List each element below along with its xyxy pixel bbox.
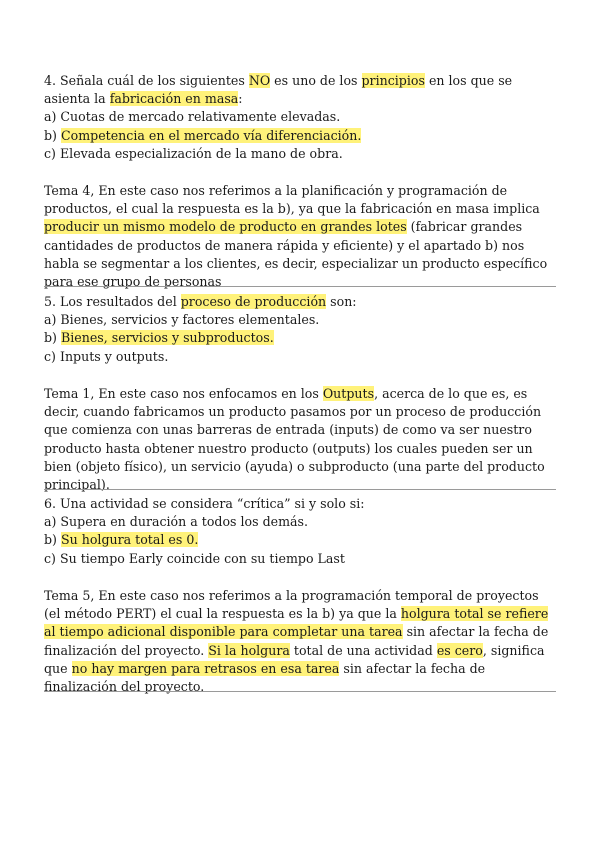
highlight: fabricación en masa	[109, 91, 239, 107]
question-number: 4.	[44, 73, 57, 88]
question-6	[44, 495, 556, 568]
question-4-stem: 4. Señala cuál de los siguientes NO es uno de los principios en los que se asienta la fabricación en masa:	[44, 73, 513, 107]
answer-4: Tema 4, En este caso nos referimos a la planificación y programación de productos, el cual la respuesta es la b), ya que la fabricación en masa implica producir un mismo modelo de producto en grandes lotes (fabricar grandes cantidades de productos de manera rápida y eficiente) y el apartado b) nos habla se segmentar a los clientes, es decir, especializar un producto específico para ese grupo de personas	[44, 183, 548, 290]
highlight: producir un mismo modelo de producto en grandes lotes	[44, 219, 407, 235]
highlight: Competencia en el mercado vía diferenciación.	[60, 127, 362, 143]
highlight: Bienes, servicios y subproductos.	[60, 330, 274, 346]
highlight: proceso de producción	[180, 294, 327, 309]
highlight: holgura total se refiere al tiempo adicional disponible para completar una tarea	[44, 606, 549, 640]
answer-6: Tema 5, En este caso nos referimos a la programación temporal de proyectos (el método PERT) el cual la respuesta es la b) ya que la holgura total se refiere al tiempo adicional disponible para completar una tarea sin afectar la fecha de finalización del proyecto. Si la holgura total de una actividad es cero, significa que no hay margen para retrasos en esa tarea sin afectar la fecha de finalización del proyecto.	[44, 588, 549, 695]
question-5	[44, 293, 556, 366]
option-a: a) Bienes, servicios y factores elementales.	[44, 312, 320, 328]
highlight: principios	[361, 73, 425, 88]
highlight: no hay margen para retrasos en esa tarea	[71, 660, 340, 676]
highlight: NO	[248, 73, 271, 88]
option-b: b) Su holgura total es 0.	[44, 532, 199, 548]
option-a: a) Cuotas de mercado relativamente elevadas.	[44, 109, 341, 125]
question-6-stem: 6. Una actividad se considera “crítica” si y solo si:	[44, 496, 365, 511]
option-b: b) Bienes, servicios y subproductos.	[44, 330, 274, 346]
divider	[44, 691, 556, 692]
highlight: es cero	[436, 642, 483, 658]
answer-5: Tema 1, En este caso nos enfocamos en los Outputs, acerca de lo que es, es decir, cuando fabricamos un producto pasamos por un proceso de producción que comienza con unas barreras de entrada (inputs) de como va ser nuestro producto hasta obtener nuestro producto (outputs) los cuales pueden ser un bien (objeto físico), un servicio (ayuda) o subproducto (una parte del producto principal).	[44, 386, 545, 493]
divider	[44, 489, 556, 490]
option-c: c) Inputs y outputs.	[44, 348, 169, 364]
option-c: c) Elevada especialización de la mano de obra.	[44, 145, 343, 161]
divider	[44, 286, 556, 287]
question-4	[44, 72, 556, 163]
question-5-stem: 5. Los resultados del proceso de producción son:	[44, 294, 357, 309]
highlight: Su holgura total es 0.	[60, 532, 199, 548]
option-b: b) Competencia en el mercado vía diferenciación.	[44, 127, 362, 143]
highlight: Si la holgura	[208, 642, 290, 658]
option-a: a) Supera en duración a todos los demás.	[44, 514, 309, 530]
highlight: Outputs	[322, 386, 375, 401]
option-c: c) Su tiempo Early coincide con su tiempo Last	[44, 550, 345, 566]
